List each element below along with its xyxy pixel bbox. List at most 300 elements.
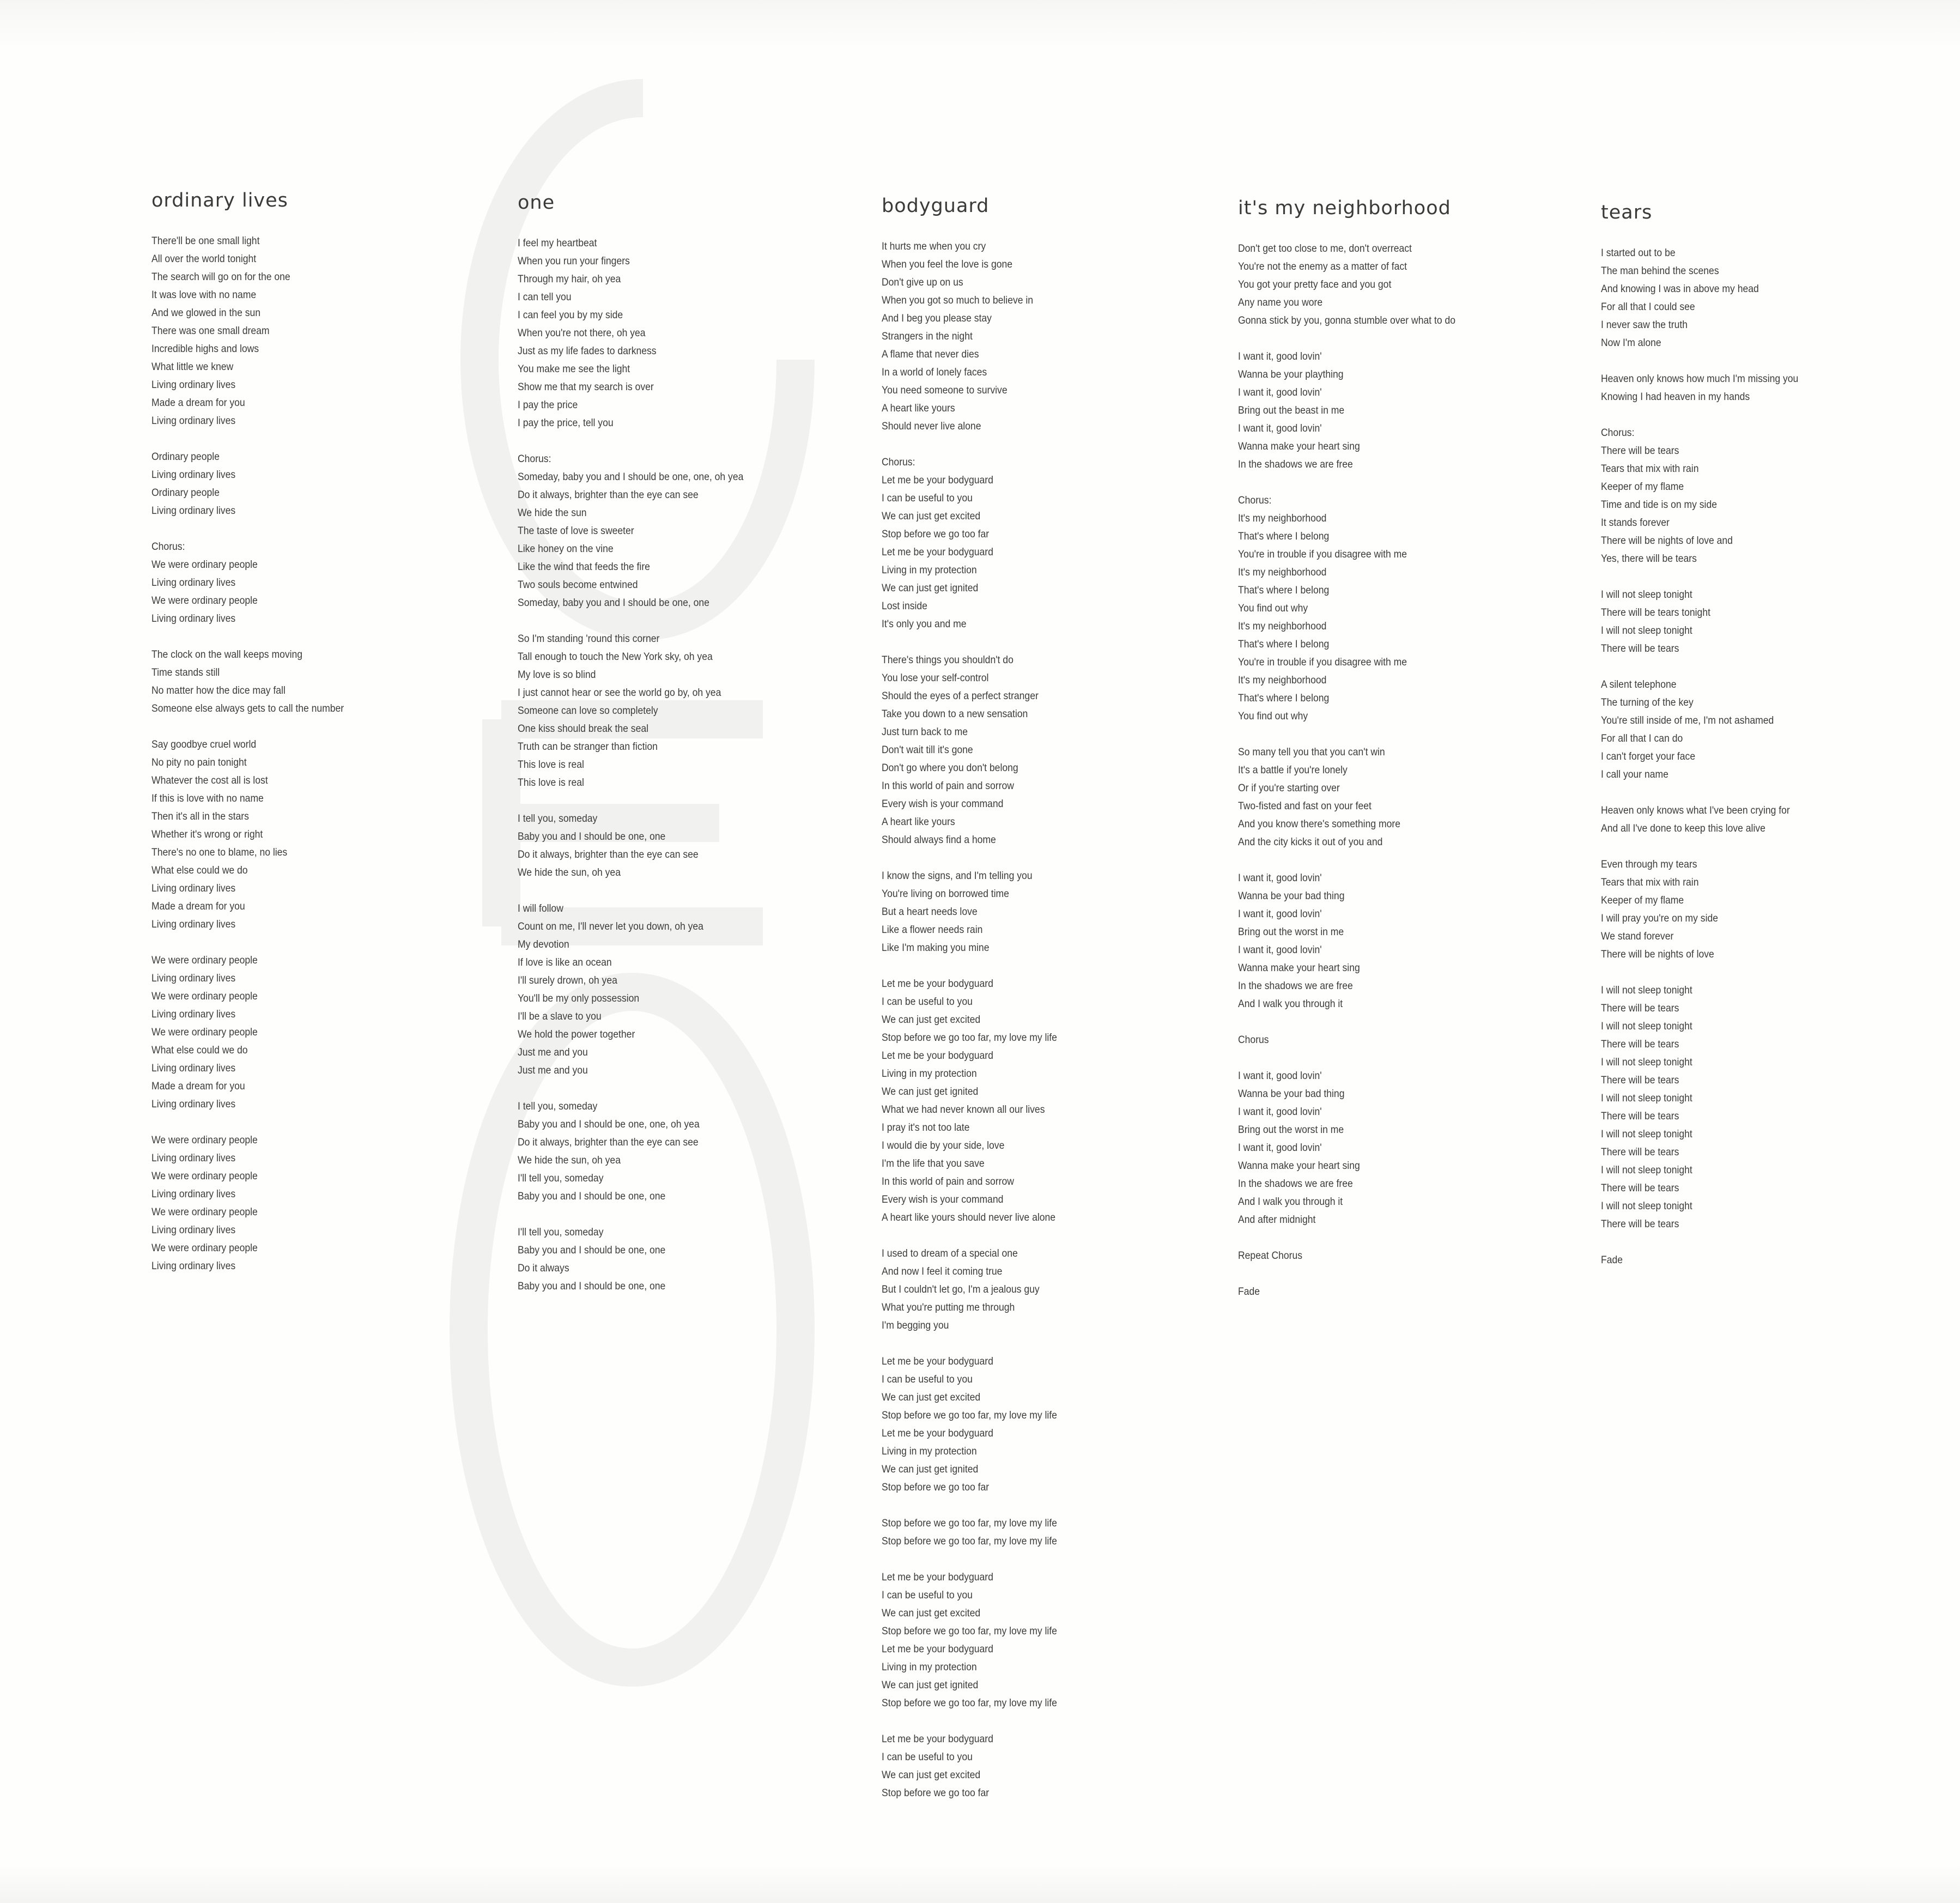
lyric-line: Living ordinary lives bbox=[151, 577, 236, 589]
lyric-line: There will be tears bbox=[1601, 643, 1679, 654]
lyric-line: What else could we do bbox=[151, 1044, 248, 1056]
lyric-line: Living ordinary lives bbox=[151, 613, 236, 625]
stanza bbox=[1601, 424, 1915, 568]
song-lyrics bbox=[1601, 244, 1915, 1269]
lyric-line: Living in my protection bbox=[882, 1068, 977, 1080]
lyric-line: I can be useful to you bbox=[882, 1589, 973, 1601]
lyric-line: I want it, good lovin' bbox=[1238, 1106, 1322, 1118]
lyric-line: Living ordinary lives bbox=[151, 1098, 236, 1110]
lyric-line: Just turn back to me bbox=[882, 726, 968, 738]
lyric-line: Wanna make your heart sing bbox=[1238, 962, 1360, 974]
lyric-line: There will be nights of love and bbox=[1601, 535, 1733, 547]
lyric-line: Tall enough to touch the New York sky, oh yea bbox=[518, 651, 713, 663]
lyric-line: When you run your fingers bbox=[518, 255, 630, 267]
stanza bbox=[882, 1568, 1196, 1712]
lyric-line: I want it, good lovin' bbox=[1238, 350, 1322, 362]
lyric-line: We were ordinary people bbox=[151, 1242, 258, 1254]
lyric-line: I can tell you bbox=[518, 291, 572, 303]
lyric-line: Knowing I had heaven in my hands bbox=[1601, 391, 1750, 403]
lyric-line: And I beg you please stay bbox=[882, 312, 992, 324]
lyric-line: I feel my heartbeat bbox=[518, 237, 597, 249]
lyric-line: My love is so blind bbox=[518, 669, 596, 681]
lyric-line: We were ordinary people bbox=[151, 1026, 258, 1038]
song-title: bodyguard bbox=[882, 195, 990, 217]
lyric-line: We were ordinary people bbox=[151, 1170, 258, 1182]
lyric-line: And now I feel it coming true bbox=[882, 1265, 1003, 1277]
lyric-line: Wanna be your plaything bbox=[1238, 368, 1344, 380]
lyric-line: We can just get ignited bbox=[882, 582, 979, 594]
lyric-line: The search will go on for the one bbox=[151, 271, 290, 283]
lyric-line: You lose your self-control bbox=[882, 672, 989, 684]
lyric-line: I can be useful to you bbox=[882, 492, 973, 504]
lyric-line: Someday, baby you and I should be one, one bbox=[518, 597, 709, 609]
lyric-line: Time and tide is on my side bbox=[1601, 499, 1717, 511]
lyric-line: There will be tears bbox=[1601, 445, 1679, 457]
lyric-line: Like the wind that feeds the fire bbox=[518, 561, 650, 573]
lyric-line: In the shadows we are free bbox=[1238, 980, 1353, 992]
lyric-line: Ordinary people bbox=[151, 451, 220, 463]
lyric-line: Whatever the cost all is lost bbox=[151, 774, 268, 786]
lyric-line: Made a dream for you bbox=[151, 397, 245, 409]
lyric-line: When you're not there, oh yea bbox=[518, 327, 646, 339]
lyric-line: I used to dream of a special one bbox=[882, 1247, 1018, 1259]
lyric-line: Living ordinary lives bbox=[151, 505, 236, 517]
lyric-line: Don't give up on us bbox=[882, 276, 963, 288]
lyric-line: Baby you and I should be one, one bbox=[518, 1190, 666, 1202]
lyric-line: There's no one to blame, no lies bbox=[151, 846, 288, 858]
lyric-line: I pray it's not too late bbox=[882, 1122, 970, 1134]
lyric-line: I just cannot hear or see the world go by, oh yea bbox=[518, 687, 721, 699]
lyric-line: Yes, there will be tears bbox=[1601, 553, 1697, 565]
lyric-line: Stop before we go too far, my love my life bbox=[882, 1517, 1057, 1529]
lyric-line: We were ordinary people bbox=[151, 954, 258, 966]
song-lyrics bbox=[151, 232, 465, 1275]
lyric-line: I tell you, someday bbox=[518, 813, 598, 825]
lyric-line: Gonna stick by you, gonna stumble over what to do bbox=[1238, 314, 1456, 326]
lyric-line: A heart like yours bbox=[882, 402, 955, 414]
lyric-line: Living ordinary lives bbox=[151, 882, 236, 894]
lyric-line: Then it's all in the stars bbox=[151, 810, 249, 822]
lyric-line: Like honey on the vine bbox=[518, 543, 614, 555]
lyric-line: In the shadows we are free bbox=[1238, 458, 1353, 470]
stanza bbox=[518, 234, 832, 432]
lyric-line: Living ordinary lives bbox=[151, 415, 236, 427]
lyric-line: I will not sleep tonight bbox=[1601, 1128, 1692, 1140]
lyric-line: There'll be one small light bbox=[151, 235, 260, 247]
lyric-line: Stop before we go too far, my love my life bbox=[882, 1625, 1057, 1637]
lyric-line: There will be tears bbox=[1601, 1038, 1679, 1050]
lyric-line: I will not sleep tonight bbox=[1601, 1200, 1692, 1212]
lyric-line: We can just get ignited bbox=[882, 1086, 979, 1098]
lyric-line: Incredible highs and lows bbox=[151, 343, 259, 355]
lyric-line: There will be tears bbox=[1601, 1110, 1679, 1122]
lyric-line: Stop before we go too far, my love my life bbox=[882, 1697, 1057, 1709]
lyric-line: Let me be your bodyguard bbox=[882, 1571, 993, 1583]
lyric-line: Tears that mix with rain bbox=[1601, 463, 1699, 475]
lyric-line: No matter how the dice may fall bbox=[151, 684, 286, 696]
lyric-line: In a world of lonely faces bbox=[882, 366, 987, 378]
lyric-line: The turning of the key bbox=[1601, 696, 1694, 708]
lyric-line: And we glowed in the sun bbox=[151, 307, 261, 319]
lyric-line: When you got so much to believe in bbox=[882, 294, 1034, 306]
lyric-line: Let me be your bodyguard bbox=[882, 1733, 993, 1745]
stanza bbox=[882, 867, 1196, 957]
lyric-line: It stands forever bbox=[1601, 517, 1670, 529]
lyric-line: We hold the power together bbox=[518, 1028, 635, 1040]
lyric-line: And knowing I was in above my head bbox=[1601, 283, 1759, 295]
lyric-line: Just me and you bbox=[518, 1046, 588, 1058]
lyric-line: This love is real bbox=[518, 759, 584, 771]
lyric-line: And the city kicks it out of you and bbox=[1238, 836, 1383, 848]
lyric-line: There will be tears bbox=[1601, 1146, 1679, 1158]
lyric-line: Should always find a home bbox=[882, 834, 996, 846]
lyric-line: Living ordinary lives bbox=[151, 379, 236, 391]
lyric-line: In this world of pain and sorrow bbox=[882, 1175, 1014, 1187]
stanza bbox=[151, 232, 465, 430]
lyric-line: I never saw the truth bbox=[1601, 319, 1688, 331]
lyric-line: Fade bbox=[1601, 1254, 1623, 1266]
lyric-line: There was one small dream bbox=[151, 325, 270, 337]
stanza bbox=[1238, 348, 1552, 474]
lyric-line: No pity no pain tonight bbox=[151, 756, 247, 768]
lyric-line: Do it always, brighter than the eye can see bbox=[518, 849, 699, 860]
lyric-line: We can just get excited bbox=[882, 1769, 981, 1781]
lyric-line: You got your pretty face and you got bbox=[1238, 278, 1392, 290]
lyric-line: Chorus: bbox=[882, 456, 915, 468]
lyric-line: Let me be your bodyguard bbox=[882, 978, 993, 990]
lyric-line: It's only you and me bbox=[882, 618, 967, 630]
stanza bbox=[1238, 743, 1552, 851]
lyric-line: We hide the sun bbox=[518, 507, 587, 519]
lyric-line: I pay the price, tell you bbox=[518, 417, 614, 429]
lyric-line: Two-fisted and fast on your feet bbox=[1238, 800, 1372, 812]
lyric-line: What you're putting me through bbox=[882, 1301, 1015, 1313]
stanza bbox=[882, 1730, 1196, 1802]
lyric-line: Let me be your bodyguard bbox=[882, 1643, 993, 1655]
lyric-line: Don't wait till it's gone bbox=[882, 744, 973, 756]
lyric-line: I'll tell you, someday bbox=[518, 1226, 604, 1238]
lyric-line: In the shadows we are free bbox=[1238, 1178, 1353, 1190]
lyric-line: I can be useful to you bbox=[882, 1373, 973, 1385]
lyric-line: Should never live alone bbox=[882, 420, 981, 432]
lyric-line: It's my neighborhood bbox=[1238, 620, 1327, 632]
stanza bbox=[882, 1353, 1196, 1496]
lyric-line: Made a dream for you bbox=[151, 1080, 245, 1092]
lyric-line: It's my neighborhood bbox=[1238, 674, 1327, 686]
lyric-line: I tell you, someday bbox=[518, 1100, 598, 1112]
lyric-line: I will not sleep tonight bbox=[1601, 1056, 1692, 1068]
lyric-line: You're living on borrowed time bbox=[882, 888, 1009, 900]
song-title: one bbox=[518, 192, 555, 214]
lyric-line: There's things you shouldn't do bbox=[882, 654, 1014, 666]
lyric-line: Baby you and I should be one, one bbox=[518, 831, 666, 843]
lyric-line: I will pray you're on my side bbox=[1601, 912, 1719, 924]
lyric-line: You make me see the light bbox=[518, 363, 630, 375]
lyric-line: You're in trouble if you disagree with me bbox=[1238, 548, 1407, 560]
lyric-line: Do it always bbox=[518, 1262, 569, 1274]
stanza bbox=[1601, 586, 1915, 658]
lyric-line: Someday, baby you and I should be one, one, oh yea bbox=[518, 471, 744, 483]
lyric-line: Every wish is your command bbox=[882, 1193, 1004, 1205]
lyric-line: In this world of pain and sorrow bbox=[882, 780, 1014, 792]
lyric-line: I would die by your side, love bbox=[882, 1140, 1005, 1152]
lyric-line: Just me and you bbox=[518, 1064, 588, 1076]
lyric-line: Chorus bbox=[1238, 1034, 1269, 1046]
lyric-line: Living in my protection bbox=[882, 1661, 977, 1673]
lyric-line: Living ordinary lives bbox=[151, 469, 236, 481]
lyric-line: Stop before we go too far bbox=[882, 1481, 990, 1493]
lyric-line: Living ordinary lives bbox=[151, 1188, 236, 1200]
lyric-line: I will not sleep tonight bbox=[1601, 1164, 1692, 1176]
lyric-line: Two souls become entwined bbox=[518, 579, 638, 591]
stanza bbox=[151, 538, 465, 628]
lyric-line: I want it, good lovin' bbox=[1238, 1142, 1322, 1154]
lyric-line: Baby you and I should be one, one, oh yea bbox=[518, 1118, 700, 1130]
lyric-line: Living in my protection bbox=[882, 564, 977, 576]
lyric-line: Let me be your bodyguard bbox=[882, 1427, 993, 1439]
lyric-line: I can feel you by my side bbox=[518, 309, 623, 321]
lyric-line: Chorus: bbox=[1238, 494, 1272, 506]
stanza bbox=[1238, 492, 1552, 725]
stanza bbox=[518, 630, 832, 792]
lyric-line: If this is love with no name bbox=[151, 792, 264, 804]
lyric-line: We hide the sun, oh yea bbox=[518, 1154, 621, 1166]
stanza bbox=[518, 450, 832, 612]
lyric-line: Now I'm alone bbox=[1601, 337, 1661, 349]
stanza bbox=[882, 651, 1196, 849]
lyric-line: You find out why bbox=[1238, 710, 1308, 722]
lyric-line: Stop before we go too far, my love my life bbox=[882, 1535, 1057, 1547]
lyric-line: You're not the enemy as a matter of fact bbox=[1238, 260, 1407, 272]
lyric-line: Baby you and I should be one, one bbox=[518, 1280, 666, 1292]
lyric-line: A flame that never dies bbox=[882, 348, 979, 360]
stanza bbox=[1238, 869, 1552, 1013]
lyric-line: Stop before we go too far, my love my life bbox=[882, 1409, 1057, 1421]
lyric-line: Let me be your bodyguard bbox=[882, 474, 993, 486]
lyric-line: Living ordinary lives bbox=[151, 918, 236, 930]
lyric-line: Wanna be your bad thing bbox=[1238, 890, 1345, 902]
stanza bbox=[1601, 856, 1915, 963]
lyric-line: Bring out the worst in me bbox=[1238, 926, 1344, 938]
song-column-one bbox=[518, 192, 866, 1313]
lyric-line: Just as my life fades to darkness bbox=[518, 345, 657, 357]
lyric-line: We were ordinary people bbox=[151, 1206, 258, 1218]
song-title: ordinary lives bbox=[151, 190, 288, 211]
lyric-line: Let me be your bodyguard bbox=[882, 1355, 993, 1367]
lyric-line: Someone can love so completely bbox=[518, 705, 658, 717]
lyric-line: It's my neighborhood bbox=[1238, 512, 1327, 524]
lyric-line: There will be tears bbox=[1601, 1218, 1679, 1230]
lyric-line: Someone else always gets to call the number bbox=[151, 702, 344, 714]
lyric-line: Chorus: bbox=[1601, 427, 1635, 439]
lyric-line: Don't get too close to me, don't overreact bbox=[1238, 243, 1412, 254]
lyric-line: Lost inside bbox=[882, 600, 927, 612]
lyric-line: It hurts me when you cry bbox=[882, 240, 986, 252]
lyric-line: I'm the life that you save bbox=[882, 1157, 985, 1169]
lyric-line: For all that I could see bbox=[1601, 301, 1695, 313]
lyric-line: But a heart needs love bbox=[882, 906, 978, 918]
lyric-line: Chorus: bbox=[518, 453, 551, 465]
stanza bbox=[518, 900, 832, 1080]
lyric-line: Living ordinary lives bbox=[151, 1224, 236, 1236]
lyric-line: A silent telephone bbox=[1601, 678, 1677, 690]
lyric-line: And I walk you through it bbox=[1238, 1196, 1343, 1208]
lyric-line: What little we knew bbox=[151, 361, 234, 373]
lyric-line: A heart like yours bbox=[882, 816, 955, 828]
lyric-line: I want it, good lovin' bbox=[1238, 1070, 1322, 1082]
stanza bbox=[1601, 981, 1915, 1233]
lyric-line: You find out why bbox=[1238, 602, 1308, 614]
lyric-line: Wanna make your heart sing bbox=[1238, 1160, 1360, 1172]
lyric-line: It's my neighborhood bbox=[1238, 566, 1327, 578]
lyric-line: We can just get ignited bbox=[882, 1463, 979, 1475]
lyric-line: Like a flower needs rain bbox=[882, 924, 983, 936]
stanza bbox=[1601, 244, 1915, 352]
lyric-line: Stop before we go too far bbox=[882, 1787, 990, 1799]
song-lyrics bbox=[882, 238, 1196, 1802]
lyric-line: There will be tears bbox=[1601, 1182, 1679, 1194]
stanza bbox=[1601, 676, 1915, 784]
stanza bbox=[518, 1223, 832, 1295]
lyric-line: There will be tears bbox=[1601, 1002, 1679, 1014]
stanza bbox=[151, 1131, 465, 1275]
stanza bbox=[882, 975, 1196, 1227]
lyric-line: Every wish is your command bbox=[882, 798, 1004, 810]
lyric-line: Let me be your bodyguard bbox=[882, 1050, 993, 1062]
lyric-line: Do it always, brighter than the eye can see bbox=[518, 1136, 699, 1148]
lyric-line: Truth can be stranger than fiction bbox=[518, 741, 658, 753]
lyric-line: I want it, good lovin' bbox=[1238, 908, 1322, 920]
stanza bbox=[1238, 1067, 1552, 1229]
lyric-line: We hide the sun, oh yea bbox=[518, 866, 621, 878]
stanza bbox=[1601, 370, 1915, 406]
song-title: tears bbox=[1601, 202, 1653, 223]
lyric-line: I'll surely drown, oh yea bbox=[518, 974, 617, 986]
lyric-line: We were ordinary people bbox=[151, 1134, 258, 1146]
lyric-line: Time stands still bbox=[151, 666, 220, 678]
lyric-line: I want it, good lovin' bbox=[1238, 386, 1322, 398]
stanza bbox=[882, 453, 1196, 633]
lyric-line: That's where I belong bbox=[1238, 692, 1330, 704]
lyric-line: We were ordinary people bbox=[151, 595, 258, 607]
lyric-line: Stop before we go too far bbox=[882, 528, 990, 540]
lyric-line: And after midnight bbox=[1238, 1214, 1316, 1226]
lyric-line: Made a dream for you bbox=[151, 900, 245, 912]
lyric-line: I can be useful to you bbox=[882, 996, 973, 1008]
lyric-line: We can just get excited bbox=[882, 1607, 981, 1619]
lyric-line: Whether it's wrong or right bbox=[151, 828, 263, 840]
lyric-line: That's where I belong bbox=[1238, 530, 1330, 542]
lyric-line: I know the signs, and I'm telling you bbox=[882, 870, 1033, 882]
lyric-line: I pay the price bbox=[518, 399, 578, 411]
lyric-line: I will not sleep tonight bbox=[1601, 1020, 1692, 1032]
lyric-line: Baby you and I should be one, one bbox=[518, 1244, 666, 1256]
lyric-line: We were ordinary people bbox=[151, 559, 258, 571]
lyric-line: One kiss should break the seal bbox=[518, 723, 648, 735]
lyric-line: We can just get excited bbox=[882, 1014, 981, 1026]
lyric-line: I'm begging you bbox=[882, 1319, 949, 1331]
stanza bbox=[1601, 1251, 1915, 1269]
lyric-line: Strangers in the night bbox=[882, 330, 973, 342]
lyric-line: We stand forever bbox=[1601, 930, 1674, 942]
lyric-line: Living ordinary lives bbox=[151, 1152, 236, 1164]
lyric-line: But I couldn't let go, I'm a jealous guy bbox=[882, 1283, 1040, 1295]
lyric-line: And all I've done to keep this love alive bbox=[1601, 822, 1765, 834]
lyric-line: Like I'm making you mine bbox=[882, 942, 990, 954]
lyric-line: Wanna be your bad thing bbox=[1238, 1088, 1345, 1100]
lyric-line: We can just get ignited bbox=[882, 1679, 979, 1691]
lyric-line: Keeper of my flame bbox=[1601, 481, 1684, 493]
stanza bbox=[151, 951, 465, 1113]
song-title: it's my neighborhood bbox=[1238, 197, 1451, 219]
lyric-line: Living ordinary lives bbox=[151, 1062, 236, 1074]
lyric-line: Wanna make your heart sing bbox=[1238, 440, 1360, 452]
lyric-line: I want it, good lovin' bbox=[1238, 422, 1322, 434]
lyric-line: There will be tears bbox=[1601, 1074, 1679, 1086]
lyric-line: I call your name bbox=[1601, 768, 1668, 780]
lyric-line: Living in my protection bbox=[882, 1445, 977, 1457]
lyric-line: You need someone to survive bbox=[882, 384, 1008, 396]
lyric-line: We can just get excited bbox=[882, 1391, 981, 1403]
lyric-line: Keeper of my flame bbox=[1601, 894, 1684, 906]
lyric-line: I can't forget your face bbox=[1601, 750, 1696, 762]
lyric-line: Any name you wore bbox=[1238, 296, 1323, 308]
lyric-line: Living ordinary lives bbox=[151, 1008, 236, 1020]
lyric-line: Take you down to a new sensation bbox=[882, 708, 1028, 720]
lyric-line: Through my hair, oh yea bbox=[518, 273, 621, 285]
stanza bbox=[518, 1098, 832, 1205]
lyric-line: We can just get excited bbox=[882, 510, 981, 522]
stanza bbox=[882, 1514, 1196, 1550]
lyric-line: And I walk you through it bbox=[1238, 998, 1343, 1010]
lyric-line: Do it always, brighter than the eye can see bbox=[518, 489, 699, 501]
lyric-line: Living ordinary lives bbox=[151, 1260, 236, 1272]
lyric-line: Say goodbye cruel world bbox=[151, 738, 257, 750]
lyric-line: Or if you're starting over bbox=[1238, 782, 1340, 794]
lyric-line: The man behind the scenes bbox=[1601, 265, 1719, 277]
stanza bbox=[518, 810, 832, 882]
lyric-line: Heaven only knows how much I'm missing you bbox=[1601, 373, 1799, 385]
stanza bbox=[882, 1245, 1196, 1335]
lyric-line: When you feel the love is gone bbox=[882, 258, 1013, 270]
stanza bbox=[1238, 1283, 1552, 1301]
song-column-bodyguard bbox=[882, 195, 1230, 1820]
lyric-line: So many tell you that you can't win bbox=[1238, 746, 1385, 758]
lyric-line: What else could we do bbox=[151, 864, 248, 876]
lyric-line: It was love with no name bbox=[151, 289, 257, 301]
lyric-line: I will not sleep tonight bbox=[1601, 1092, 1692, 1104]
lyric-line: A heart like yours should never live alone bbox=[882, 1211, 1056, 1223]
lyric-line: And you know there's something more bbox=[1238, 818, 1400, 830]
lyric-line: So I'm standing 'round this corner bbox=[518, 633, 660, 645]
lyric-line: You're in trouble if you disagree with me bbox=[1238, 656, 1407, 668]
stanza bbox=[151, 646, 465, 718]
lyric-line: My devotion bbox=[518, 938, 569, 950]
lyric-line: I want it, good lovin' bbox=[1238, 872, 1322, 884]
lyric-line: Stop before we go too far, my love my life bbox=[882, 1032, 1057, 1044]
lyric-line: It's a battle if you're lonely bbox=[1238, 764, 1348, 776]
lyric-line: That's where I belong bbox=[1238, 638, 1330, 650]
lyric-line: I started out to be bbox=[1601, 247, 1676, 259]
lyric-line: You're still inside of me, I'm not ashamed bbox=[1601, 714, 1774, 726]
song-lyrics bbox=[1238, 240, 1552, 1301]
lyric-line: There will be nights of love bbox=[1601, 948, 1714, 960]
lyric-line: The taste of love is sweeter bbox=[518, 525, 634, 537]
lyric-line: Should the eyes of a perfect stranger bbox=[882, 690, 1039, 702]
lyric-line: We were ordinary people bbox=[151, 990, 258, 1002]
song-lyrics bbox=[518, 234, 832, 1295]
lyric-line: Bring out the worst in me bbox=[1238, 1124, 1344, 1136]
